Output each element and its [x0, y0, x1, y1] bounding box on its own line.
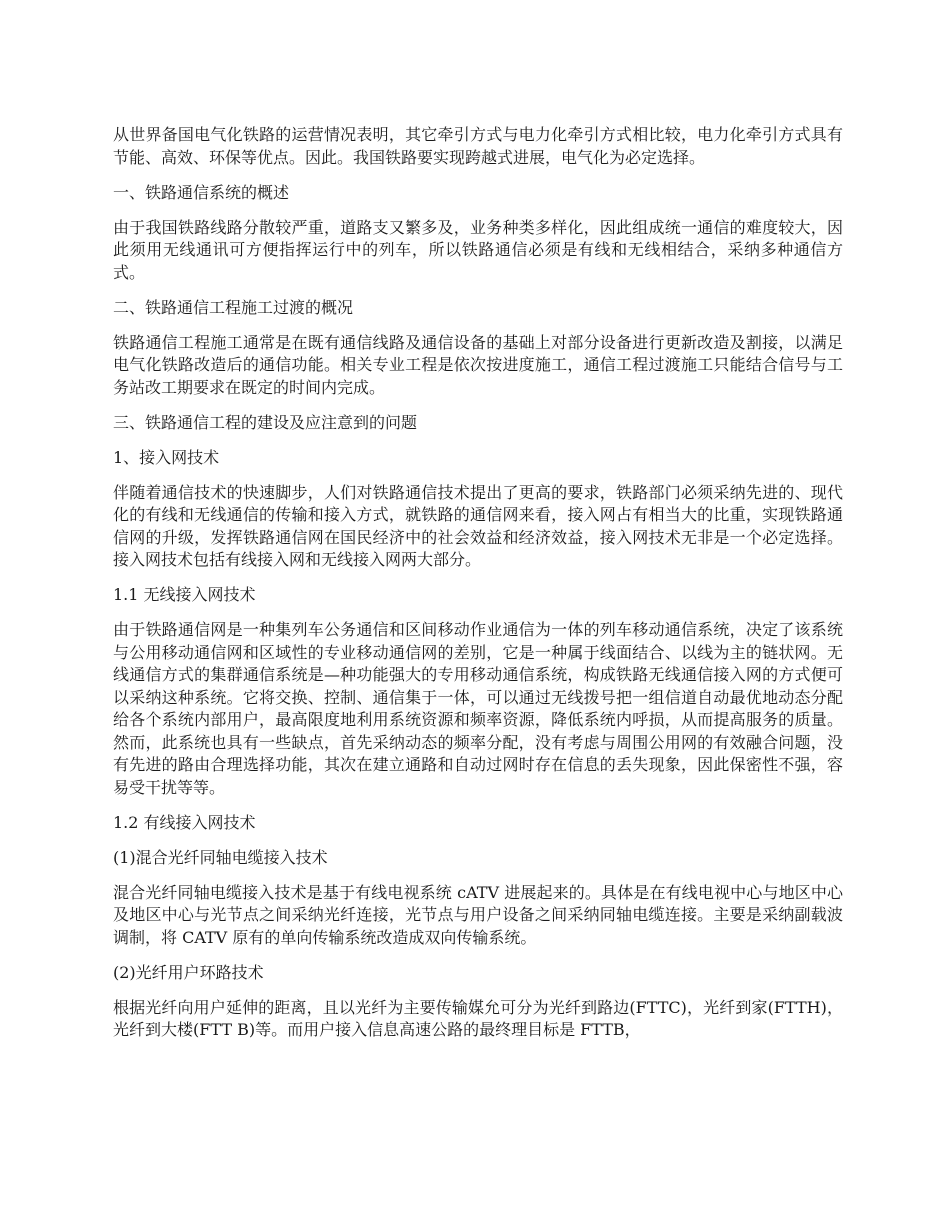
subheading-hfc: (1)混合光纤同轴电缆接入技术	[113, 847, 328, 867]
subheading-access-network: 1、接入网技术	[113, 447, 220, 467]
subheading-fiber-loop: (2)光纤用户环路技术	[113, 962, 264, 982]
fiber-loop-paragraph: 根据光纤向用户延伸的距离，且以光纤为主要传输媒允可分为光纤到路边(FTTC)，光纤到家(FTTH)，光纤到大楼(FTT B)等。而用户接入信息高速公路的最终理目标是 FTTB，	[113, 997, 843, 1039]
hfc-paragraph: 混合光纤同轴电缆接入技术是基于有线电视系统 cATV 进展起来的。具体是在有线电视中心与地区中心及地区中心与光节点之间采纳光纤连接，光节点与用户设备之间采纳同轴电缆连接。主要是采纳副载波调制，将 CATV 原有的单向传输系统改造成双向传输系统。	[113, 882, 843, 947]
overview-paragraph: 由于我国铁路线路分散较严重，道路支又繁多及，业务种类多样化，因此组成统一通信的难度较大，因此须用无线通讯可方便指挥运行中的列车，所以铁路通信必须是有线和无线相结合，采纳多种通信方式。	[113, 217, 843, 282]
wireless-access-paragraph: 由于铁路通信网是一种集列车公务通信和区间移动作业通信为一体的列车移动通信系统，决定了该系统与公用移动通信网和区域性的专业移动通信网的差别，它是一种属于线面结合、以线为主的链状网。无线通信方式的集群通信系统是—种功能强大的专用移动通信系统，构成铁路无线通信接入网的方式便可以采纳这种系统。它将交换、控制、通信集于一体，可以通过无线拨号把一组信道自动最优地动态分配给各个系统内部用户，最高限度地利用系统资源和频率资源，降低系统内呼损，从而提高服务的质量。然而，此系统也具有一些缺点，首先采纳动态的频率分配，没有考虑与周围公用网的有效融合问题，没有先进的路由合理选择功能，其次在建立通路和自动过网时存在信息的丢失现象，因此保密性不强，容易受干扰等等。	[113, 620, 843, 797]
subheading-wired-access: 1.2 有线接入网技术	[113, 812, 256, 832]
section-heading-transition: 二、铁路通信工程施工过渡的概况	[113, 297, 354, 317]
section-heading-construction: 三、铁路通信工程的建设及应注意到的问题	[113, 412, 418, 432]
access-network-paragraph: 伴随着通信技术的快速脚步，人们对铁路通信技术提出了更高的要求，铁路部门必须采纳先进的、现代化的有线和无线通信的传输和接入方式，就铁路的通信网来看，接入网占有相当大的比重，实现铁路通信网的升级，发挥铁路通信网在国民经济中的社会效益和经济效益，接入网技术无非是一个必定选择。接入网技术包括有线接入网和无线接入网两大部分。	[113, 482, 843, 569]
transition-paragraph: 铁路通信工程施工通常是在既有通信线路及通信设备的基础上对部分设备进行更新改造及割接，以满足电气化铁路改造后的通信功能。相关专业工程是依次按进度施工，通信工程过渡施工只能结合信号与工务站改工期要求在既定的时间内完成。	[113, 332, 843, 397]
document-body	[113, 124, 843, 1054]
section-heading-overview: 一、铁路通信系统的概述	[113, 182, 290, 202]
subheading-wireless-access: 1.1 无线接入网技术	[113, 585, 256, 604]
intro-paragraph: 从世界备国电气化铁路的运营情况表明，其它牵引方式与电力化牵引方式相比较，电力化牵引方式具有节能、高效、环保等优点。因此。我国铁路要实现跨越式进展，电气化为必定选择。	[113, 125, 843, 167]
